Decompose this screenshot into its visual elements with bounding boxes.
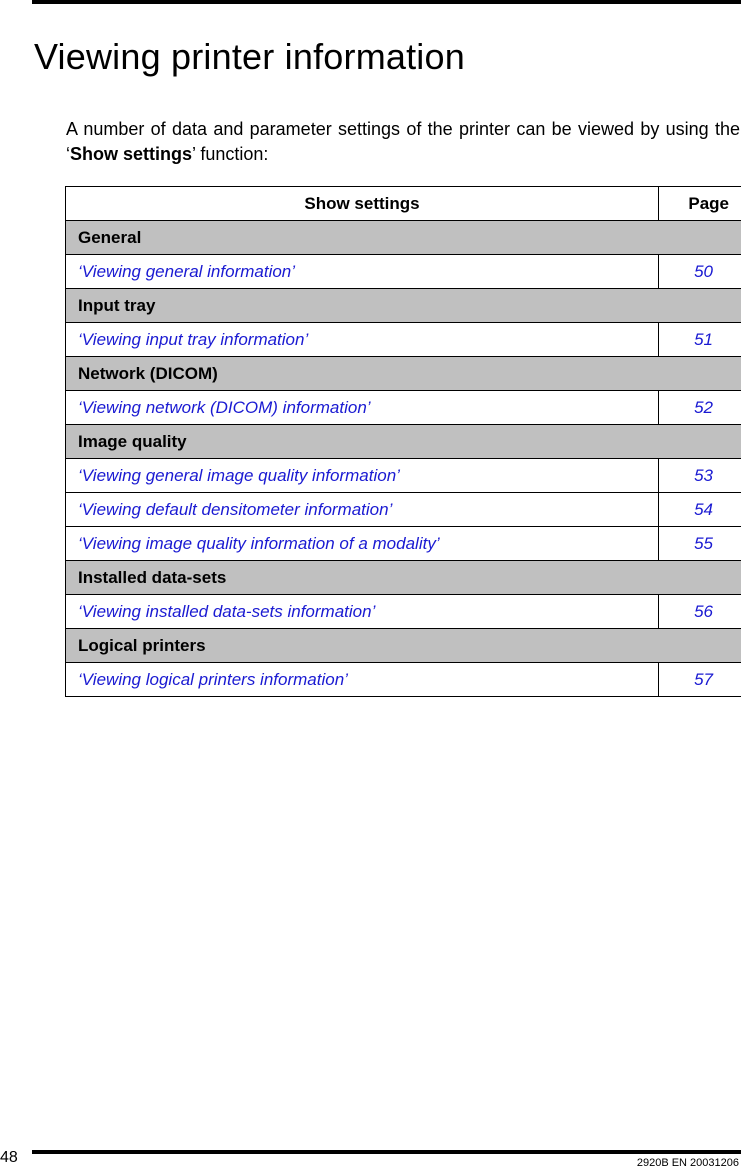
entry-link[interactable]: ‘Viewing input tray information’ bbox=[66, 323, 659, 357]
section-label: Image quality bbox=[66, 425, 741, 459]
top-rule bbox=[32, 0, 741, 4]
table-row[interactable] bbox=[66, 323, 741, 357]
entry-page-link[interactable]: 54 bbox=[659, 493, 741, 527]
document-code: 2920B EN 20031206 bbox=[636, 1157, 739, 1169]
bottom-rule bbox=[32, 1150, 741, 1154]
entry-link[interactable]: ‘Viewing network (DICOM) information’ bbox=[66, 391, 659, 425]
entry-page-link[interactable]: 52 bbox=[659, 391, 741, 425]
section-row bbox=[66, 561, 741, 595]
page-number: 48 bbox=[0, 1149, 18, 1166]
section-label: General bbox=[66, 221, 741, 255]
entry-link[interactable]: ‘Viewing default densitometer information’ bbox=[66, 493, 659, 527]
section-row bbox=[66, 425, 741, 459]
column-header-show-settings: Show settings bbox=[66, 187, 659, 221]
show-settings-table bbox=[65, 186, 741, 697]
section-row bbox=[66, 357, 741, 391]
table-row[interactable] bbox=[66, 493, 741, 527]
page-title: Viewing printer information bbox=[34, 36, 465, 77]
entry-link[interactable]: ‘Viewing image quality information of a modality’ bbox=[66, 527, 659, 561]
table-row[interactable] bbox=[66, 527, 741, 561]
table-row[interactable] bbox=[66, 255, 741, 289]
entry-page-link[interactable]: 56 bbox=[659, 595, 741, 629]
section-label: Installed data-sets bbox=[66, 561, 741, 595]
table-row[interactable] bbox=[66, 595, 741, 629]
entry-page-link[interactable]: 51 bbox=[659, 323, 741, 357]
section-row bbox=[66, 221, 741, 255]
section-label: Logical printers bbox=[66, 629, 741, 663]
entry-page-link[interactable]: 53 bbox=[659, 459, 741, 493]
intro-text-before: A number of data and parameter settings of the printer can be viewed by using the ‘ bbox=[66, 119, 740, 164]
entry-link[interactable]: ‘Viewing general image quality information’ bbox=[66, 459, 659, 493]
entry-link[interactable]: ‘Viewing installed data-sets information’ bbox=[66, 595, 659, 629]
table-row[interactable] bbox=[66, 459, 741, 493]
entry-link[interactable]: ‘Viewing general information’ bbox=[66, 255, 659, 289]
table-row[interactable] bbox=[66, 663, 741, 697]
table-row[interactable] bbox=[66, 391, 741, 425]
section-row bbox=[66, 629, 741, 663]
entry-page-link[interactable]: 50 bbox=[659, 255, 741, 289]
entry-link[interactable]: ‘Viewing logical printers information’ bbox=[66, 663, 659, 697]
intro-paragraph bbox=[66, 117, 740, 167]
section-label: Input tray bbox=[66, 289, 741, 323]
section-label: Network (DICOM) bbox=[66, 357, 741, 391]
table-body bbox=[66, 221, 741, 697]
intro-text-after: ’ function: bbox=[192, 144, 269, 164]
entry-page-link[interactable]: 57 bbox=[659, 663, 741, 697]
section-row bbox=[66, 289, 741, 323]
column-header-page: Page bbox=[659, 187, 741, 221]
entry-page-link[interactable]: 55 bbox=[659, 527, 741, 561]
table-header-row bbox=[66, 187, 741, 221]
intro-emphasis: Show settings bbox=[70, 144, 193, 164]
